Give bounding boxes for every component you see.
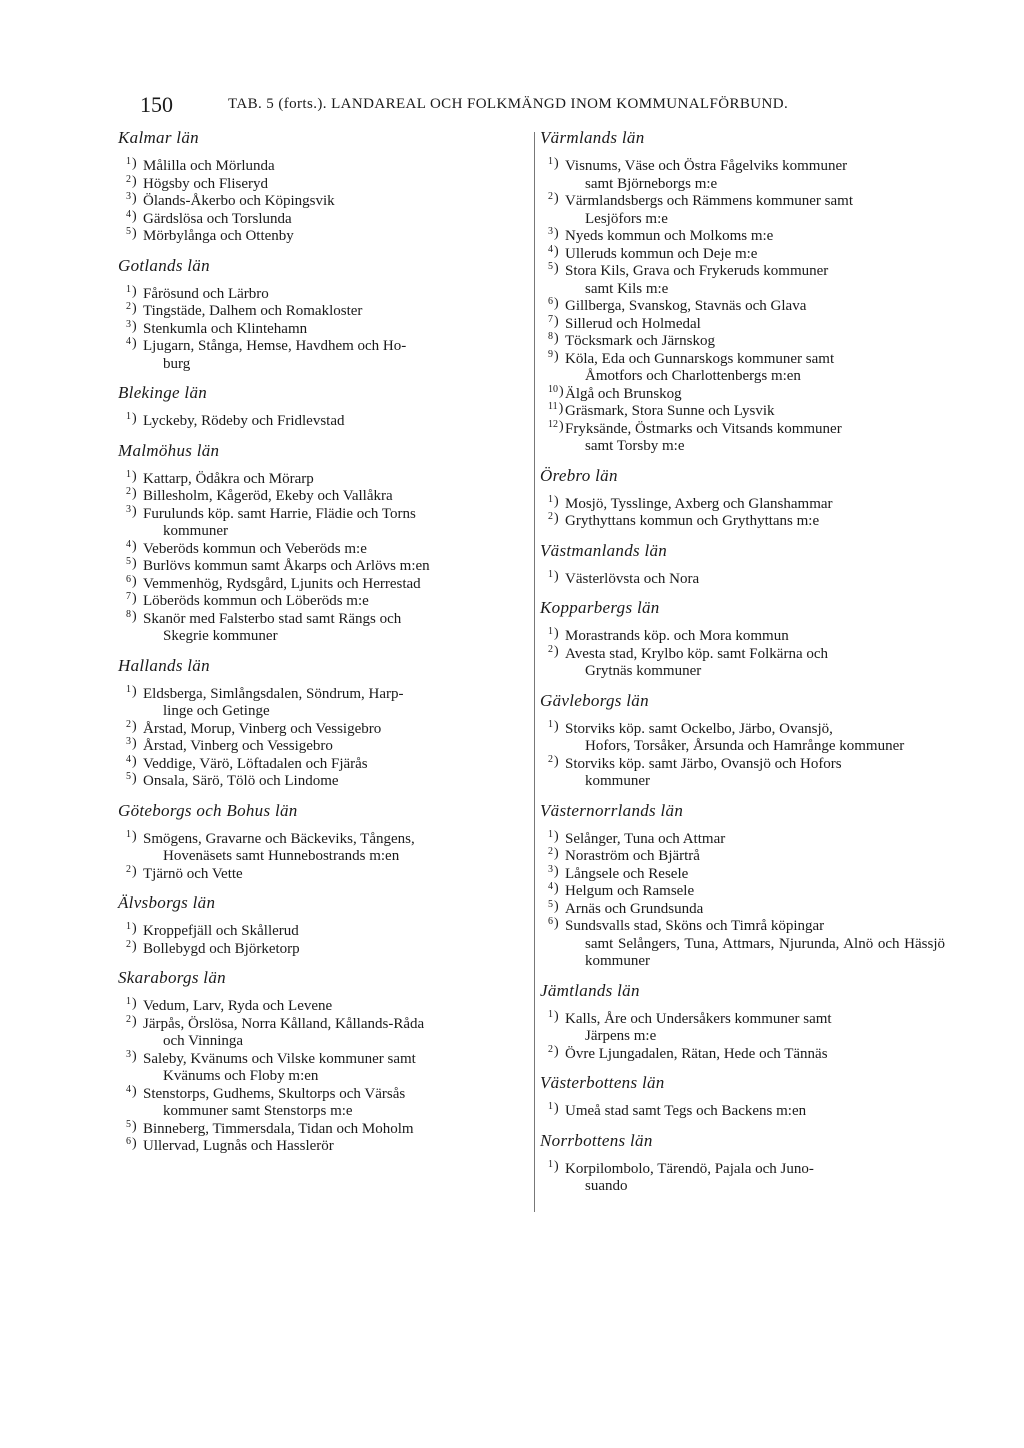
entry-list <box>118 683 518 791</box>
list-item <box>118 863 518 884</box>
footnote-number: 1 ) <box>548 623 559 643</box>
footnote-number: 2 ) <box>126 861 137 881</box>
county-section <box>540 541 945 589</box>
county-heading: Hallands län <box>118 655 210 675</box>
entry-text: Umeå stad samt Tegs och Backens m:en <box>565 1103 807 1119</box>
list-item <box>118 683 518 721</box>
footnote-number: 5 ) <box>548 896 559 916</box>
entry-list <box>118 923 518 958</box>
entry-text: Visnums, Väse och Östra Fågelviks kommuner <box>565 158 848 174</box>
list-item <box>540 718 945 756</box>
list-item <box>540 568 945 589</box>
entry-text: Storviks köp. samt Ockelbo, Järbo, Ovansjö, <box>565 720 833 737</box>
entry-text: Veddige, Värö, Löftadalen och Fjärås <box>143 755 368 772</box>
list-item <box>118 998 518 1016</box>
list-item <box>118 488 518 506</box>
county-heading: Skaraborgs län <box>118 968 226 987</box>
footnote-number: 5 ) <box>126 1116 137 1136</box>
list-item <box>540 493 945 514</box>
list-item <box>540 1043 945 1064</box>
footnote-number: 6 ) <box>548 293 559 313</box>
entry-text: Storviks köp. samt Järbo, Ovansjö och Hofors <box>565 755 842 772</box>
entry-text: Sundsvalls stad, Sköns och Timrå köpingar <box>565 918 825 934</box>
county-section <box>118 968 518 1156</box>
county-section <box>540 128 945 456</box>
entry-continuation: samt Kils m:e <box>585 280 669 297</box>
footnote-number: 2 ) <box>126 716 137 736</box>
entry-list <box>540 158 945 456</box>
table-header <box>228 96 788 113</box>
list-item <box>118 208 518 229</box>
footnote-number: 1 ) <box>126 466 137 486</box>
footnote-number: 5 ) <box>548 258 559 278</box>
footnote-number: 8 ) <box>126 606 137 626</box>
entry-text: Sillerud och Holmedal <box>565 315 701 332</box>
county-section <box>540 981 945 1064</box>
footnote-number: 4 ) <box>126 536 137 556</box>
entry-continuation: samt Björneborgs m:e <box>585 175 718 192</box>
entry-text: Mosjö, Tysslinge, Axberg och Glanshammar <box>565 495 833 512</box>
list-item <box>540 1008 945 1046</box>
list-item <box>540 848 945 866</box>
list-item <box>540 383 945 404</box>
footnote-number: 3 ) <box>548 861 559 881</box>
entry-text: Gräsmark, Stora Sunne och Lysvik <box>565 403 775 419</box>
list-item <box>118 923 518 941</box>
entry-text: Bollebygd och Björketorp <box>143 940 300 957</box>
entry-continuation: burg <box>163 355 191 372</box>
county-heading: Blekinge län <box>118 383 208 402</box>
county-heading: Gotlands län <box>118 255 210 275</box>
county-heading: Gävleborgs län <box>540 690 649 710</box>
footnote-number: 4 ) <box>126 333 137 353</box>
list-item <box>540 1103 945 1121</box>
entry-continuation: Skegrie kommuner <box>163 628 278 644</box>
footnote-number: 3 ) <box>126 1046 137 1066</box>
list-item <box>118 413 518 431</box>
entry-continuation: kommuner <box>585 773 650 789</box>
entry-list <box>118 468 518 646</box>
list-item <box>118 468 518 489</box>
entry-text: Fårösund och Lärbro <box>143 285 269 302</box>
county-heading: Malmöhus län <box>118 440 220 460</box>
county-section <box>118 893 518 958</box>
entry-text: Högsby och Fliseryd <box>143 175 268 192</box>
footnote-number: 11 ) <box>548 398 563 418</box>
footnote-number: 1 ) <box>548 566 559 586</box>
entry-text: Vedum, Larv, Ryda och Levene <box>143 998 333 1014</box>
county-section <box>118 256 518 374</box>
list-item <box>118 1118 518 1139</box>
entry-continuation: kommuner samt Stenstorps m:e <box>163 1103 353 1119</box>
entry-text: Morastrands köp. och Mora kommun <box>565 628 789 644</box>
footnote-number: 2 ) <box>548 751 559 771</box>
footnote-number: 2 ) <box>126 298 137 318</box>
entry-text: Arnäs och Grundsunda <box>565 900 704 917</box>
county-heading: Västerbottens län <box>540 1073 665 1092</box>
table-title: LANDAREAL OCH FOLKMÄNGD INOM KOMMUNALFÖRBUND. <box>331 96 789 112</box>
footnote-number: 4 ) <box>548 878 559 898</box>
county-section <box>540 598 945 681</box>
footnote-number: 5 ) <box>126 553 137 573</box>
list-item <box>540 898 945 919</box>
entry-text: Värmlandsbergs och Rämmens kommuner samt <box>565 193 854 209</box>
footnote-number: 12 ) <box>548 416 564 436</box>
entry-text: Nyeds kommun och Molkoms m:e <box>565 228 774 244</box>
entry-continuation: samt Torsby m:e <box>585 438 685 454</box>
entry-continuation: Kvänums och Floby m:en <box>163 1068 319 1084</box>
list-item <box>118 828 518 866</box>
footnote-number: 6 ) <box>548 913 559 933</box>
footnote-number: 2 ) <box>126 171 137 191</box>
entry-text: Långsele och Resele <box>565 865 689 882</box>
entry-list <box>118 828 518 884</box>
entry-continuation: Åmotfors och Charlottenbergs m:en <box>585 368 801 384</box>
footnote-number: 1 ) <box>548 1006 559 1026</box>
list-item <box>118 1048 518 1086</box>
footnote-number: 1 ) <box>126 918 137 938</box>
list-item <box>540 298 945 316</box>
list-item <box>540 228 945 246</box>
list-item <box>540 158 945 193</box>
entry-text: Vemmenhög, Rydsgård, Ljunits och Herrestad <box>143 575 421 592</box>
list-item <box>540 628 945 646</box>
list-item <box>540 513 945 531</box>
entry-text: Årstad, Vinberg och Vessigebro <box>143 738 333 754</box>
entry-text: Köla, Eda och Gunnarskogs kommuner samt <box>565 350 835 367</box>
footnote-number: 2 ) <box>548 508 559 528</box>
list-item <box>540 918 945 971</box>
entry-text: Fryksände, Östmarks och Vitsands kommuner <box>565 420 842 437</box>
list-item <box>540 348 945 386</box>
list-item <box>118 753 518 774</box>
list-item <box>118 938 518 959</box>
entry-list <box>540 628 945 681</box>
county-heading: Örebro län <box>540 465 618 485</box>
county-heading: Västmanlands län <box>540 540 668 560</box>
list-item <box>540 313 945 334</box>
footnote-number: 1 ) <box>126 681 137 701</box>
entry-continuation: Hovenäsets samt Hunnebostrands m:en <box>163 848 400 864</box>
list-item <box>118 558 518 576</box>
footnote-number: 1 ) <box>548 491 559 511</box>
county-section <box>540 691 945 791</box>
county-heading: Norrbottens län <box>540 1130 653 1150</box>
county-heading: Kopparbergs län <box>540 598 660 617</box>
list-item <box>118 193 518 211</box>
footnote-number: 1 ) <box>548 1156 559 1176</box>
footnote-number: 6 ) <box>126 1133 137 1153</box>
footnote-number: 4 ) <box>126 1081 137 1101</box>
list-item <box>540 1158 945 1196</box>
entry-continuation: kommuner <box>163 523 228 539</box>
list-item <box>118 738 518 756</box>
list-item <box>118 158 518 176</box>
list-item <box>118 173 518 194</box>
footnote-number: 1 ) <box>126 408 137 428</box>
county-section <box>540 1131 945 1196</box>
entry-text: Furulunds köp. samt Harrie, Flädie och Torns <box>143 505 416 522</box>
left-column <box>118 124 518 1166</box>
list-item <box>118 503 518 541</box>
list-item <box>118 338 518 373</box>
footnote-number: 1 ) <box>126 993 137 1013</box>
entry-text: Skanör med Falsterbo stad samt Rängs och <box>143 610 402 627</box>
footnote-number: 2 ) <box>126 1011 137 1031</box>
footnote-number: 3 ) <box>126 501 137 521</box>
entry-text: Korpilombolo, Tärendö, Pajala och Juno- <box>565 1160 814 1177</box>
list-item <box>118 1138 518 1156</box>
entry-continuation: Lesjöfors m:e <box>585 210 668 227</box>
entry-text: Stora Kils, Grava och Frykeruds kommuner <box>565 263 829 279</box>
entry-continuation: linge och Getinge <box>163 703 270 719</box>
column-divider <box>534 132 535 1212</box>
list-item <box>118 1083 518 1121</box>
footnote-number: 2 ) <box>548 188 559 208</box>
entry-list <box>540 568 945 589</box>
entry-text: Noraström och Bjärtrå <box>565 848 700 864</box>
entry-text: Ulleruds kommun och Deje m:e <box>565 245 758 262</box>
list-item <box>540 828 945 849</box>
county-heading: Älvsborgs län <box>118 893 216 912</box>
entry-text: Kattarp, Ödåkra och Mörarp <box>143 470 314 487</box>
footnote-number: 2 ) <box>126 483 137 503</box>
entry-continuation: samt Selångers, Tuna, Attmars, Njurunda, Alnö och Hässjö kommuner <box>585 935 945 969</box>
footnote-number: 5 ) <box>126 223 137 243</box>
page-number: 150 <box>140 92 173 117</box>
entry-text: Eldsberga, Simlångsdalen, Söndrum, Harp- <box>143 685 404 702</box>
footnote-number: 1 ) <box>548 826 559 846</box>
footnote-number: 1 ) <box>126 153 137 173</box>
list-item <box>540 883 945 901</box>
county-heading: Göteborgs och Bohus län <box>118 800 298 820</box>
list-item <box>118 593 518 611</box>
county-section <box>118 383 518 431</box>
footnote-number: 3 ) <box>126 316 137 336</box>
entry-list <box>118 158 518 246</box>
list-item <box>540 263 945 298</box>
footnote-number: 1 ) <box>548 716 559 736</box>
footnote-number: 6 ) <box>126 571 137 591</box>
county-heading: Jämtlands län <box>540 980 640 1000</box>
county-section <box>118 801 518 884</box>
entry-continuation: Järpens m:e <box>585 1028 657 1044</box>
county-section <box>540 466 945 531</box>
footnote-number: 5 ) <box>126 768 137 788</box>
footnote-number: 7 ) <box>126 588 137 608</box>
entry-text: Ullervad, Lugnås och Hasslerör <box>143 1138 334 1154</box>
entry-list <box>540 1103 945 1121</box>
footnote-number: 3 ) <box>126 733 137 753</box>
entry-text: Målilla och Mörlunda <box>143 158 275 174</box>
entry-continuation: och Vinninga <box>163 1033 244 1049</box>
entry-text: Avesta stad, Krylbo köp. samt Folkärna och <box>565 645 829 662</box>
footnote-number: 9 ) <box>548 346 559 366</box>
entry-text: Lyckeby, Rödeby och Fridlevstad <box>143 413 345 429</box>
footnote-number: 4 ) <box>126 206 137 226</box>
entry-text: Tingstäde, Dalhem och Romakloster <box>143 303 363 319</box>
county-section <box>118 656 518 791</box>
list-item <box>118 573 518 594</box>
list-item <box>118 318 518 339</box>
footnote-number: 10 ) <box>548 381 564 401</box>
table-label: TAB. 5 (forts.). <box>228 96 327 112</box>
county-section <box>540 1073 945 1121</box>
list-item <box>540 418 945 456</box>
list-item <box>540 643 945 681</box>
right-column <box>540 124 945 1206</box>
footnote-number: 1 ) <box>126 281 137 301</box>
entry-text: Tjärnö och Vette <box>143 865 243 882</box>
entry-text: Kroppefjäll och Skållerud <box>143 923 299 939</box>
footnote-number: 3 ) <box>126 188 137 208</box>
list-item <box>118 608 518 646</box>
county-section <box>118 128 518 246</box>
entry-text: Kalls, Åre och Undersåkers kommuner samt <box>565 1010 832 1027</box>
entry-list <box>540 1008 945 1064</box>
county-section <box>540 801 945 971</box>
list-item <box>540 753 945 791</box>
list-item <box>118 538 518 559</box>
county-section <box>118 441 518 646</box>
entry-text: Årstad, Morup, Vinberg och Vessigebro <box>143 720 382 737</box>
entry-text: Grythyttans kommun och Grythyttans m:e <box>565 513 820 529</box>
entry-text: Burlövs kommun samt Åkarps och Arlövs m:en <box>143 558 430 574</box>
list-item <box>540 333 945 351</box>
entry-text: Övre Ljungadalen, Rätan, Hede och Tännäs <box>565 1045 828 1062</box>
entry-text: Veberöds kommun och Veberöds m:e <box>143 540 367 557</box>
entry-list <box>540 1158 945 1196</box>
entry-text: Selånger, Tuna och Attmar <box>565 830 726 847</box>
entry-continuation: Hofors, Torsåker, Årsunda och Hamrånge kommuner <box>585 738 905 754</box>
list-item <box>540 403 945 421</box>
entry-list <box>118 413 518 431</box>
entry-text: Saleby, Kvänums och Vilske kommuner samt <box>143 1050 416 1067</box>
list-item <box>118 773 518 791</box>
footnote-number: 2 ) <box>548 641 559 661</box>
entry-text: Järpås, Örslösa, Norra Kålland, Kållands-Råda <box>143 1015 425 1032</box>
county-heading: Kalmar län <box>118 128 199 147</box>
list-item <box>540 193 945 228</box>
entry-list <box>540 493 945 531</box>
entry-text: Onsala, Särö, Tölö och Lindome <box>143 773 339 789</box>
footnote-number: 4 ) <box>548 241 559 261</box>
entry-list <box>540 828 945 971</box>
entry-text: Gärdslösa och Torslunda <box>143 210 292 227</box>
entry-text: Löberöds kommun och Löberöds m:e <box>143 593 369 609</box>
entry-text: Töcksmark och Järnskog <box>565 333 715 349</box>
entry-continuation: Grytnäs kommuner <box>585 663 702 679</box>
county-heading: Västernorrlands län <box>540 800 684 820</box>
entry-list <box>118 998 518 1156</box>
footnote-number: 4 ) <box>126 751 137 771</box>
entry-text: Mörbylånga och Ottenby <box>143 228 294 244</box>
list-item <box>540 863 945 884</box>
entry-list <box>118 283 518 374</box>
entry-text: Helgum och Ramsele <box>565 883 695 899</box>
footnote-number: 7 ) <box>548 311 559 331</box>
list-item <box>540 243 945 264</box>
county-heading: Värmlands län <box>540 128 645 147</box>
list-item <box>118 283 518 304</box>
entry-text: Ölands-Åkerbo och Köpingsvik <box>143 193 335 209</box>
entry-text: Binneberg, Timmersdala, Tidan och Moholm <box>143 1120 414 1137</box>
list-item <box>118 303 518 321</box>
footnote-number: 1 ) <box>126 826 137 846</box>
footnote-number: 2 ) <box>126 936 137 956</box>
footnote-number: 2 ) <box>548 843 559 863</box>
footnote-number: 3 ) <box>548 223 559 243</box>
footnote-number: 8 ) <box>548 328 559 348</box>
footnote-number: 1 ) <box>548 1098 559 1118</box>
entry-list <box>540 718 945 791</box>
entry-text: Stenkumla och Klintehamn <box>143 320 308 337</box>
entry-continuation: suando <box>585 1178 628 1194</box>
entry-text: Gillberga, Svanskog, Stavnäs och Glava <box>565 298 807 314</box>
entry-text: Älgå och Brunskog <box>565 385 682 402</box>
footnote-number: 2 ) <box>548 1041 559 1061</box>
list-item <box>118 1013 518 1051</box>
list-item <box>118 718 518 739</box>
entry-text: Smögens, Gravarne och Bäckeviks, Tångens, <box>143 830 415 847</box>
entry-text: Västerlövsta och Nora <box>565 570 700 587</box>
entry-text: Ljugarn, Stånga, Hemse, Havdhem och Ho- <box>143 338 407 354</box>
entry-text: Stenstorps, Gudhems, Skultorps och Värsås <box>143 1085 406 1102</box>
list-item <box>118 228 518 246</box>
footnote-number: 1 ) <box>548 153 559 173</box>
entry-text: Billesholm, Kågeröd, Ekeby och Vallåkra <box>143 488 393 504</box>
